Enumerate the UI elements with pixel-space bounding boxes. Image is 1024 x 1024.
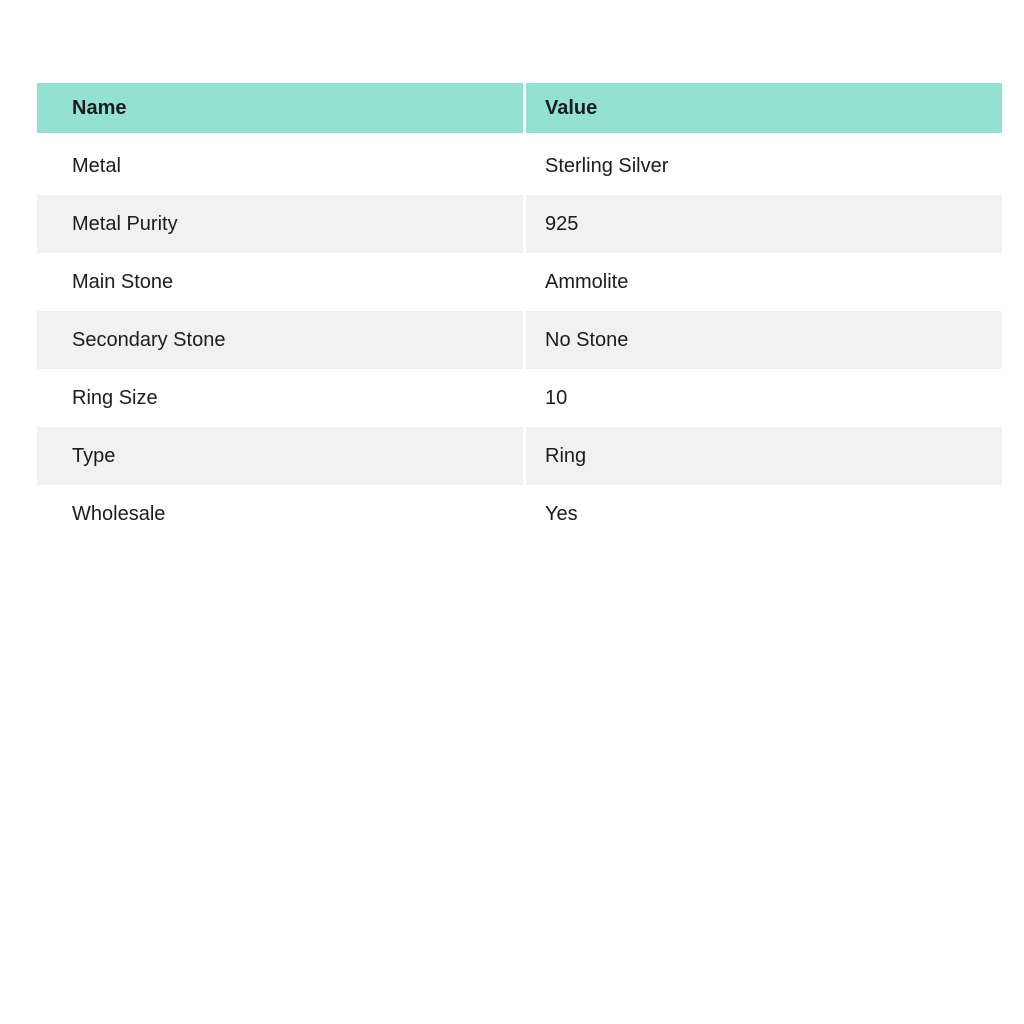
table-row: [37, 137, 1002, 195]
spec-value-cell: Sterling Silver: [545, 154, 669, 177]
table-row: [37, 311, 1002, 369]
spec-name-cell: Metal: [72, 154, 121, 177]
spec-value-cell: Ring: [526, 427, 1002, 485]
spec-name-cell: Main Stone: [72, 270, 174, 293]
spec-value-cell: No Stone: [526, 311, 1002, 369]
table-row: [37, 253, 1002, 311]
spec-name-cell: Metal Purity: [37, 195, 523, 253]
table-header-row: [37, 83, 1002, 133]
table-row: [37, 369, 1002, 427]
table-row: [37, 427, 1002, 485]
spec-name-cell: Type: [37, 427, 523, 485]
spec-name-cell: Wholesale: [72, 502, 166, 525]
spec-value-cell: Ammolite: [545, 270, 629, 293]
table-row: [37, 195, 1002, 253]
table-body: [37, 137, 1002, 543]
table-row: [37, 485, 1002, 543]
column-header-value: Value: [526, 83, 1002, 133]
spec-value-cell: 925: [526, 195, 1002, 253]
spec-name-cell: Secondary Stone: [37, 311, 523, 369]
product-specs-table: [37, 83, 1002, 543]
spec-name-cell: Ring Size: [72, 386, 158, 409]
column-header-name: Name: [37, 83, 523, 133]
spec-value-cell: Yes: [545, 502, 578, 525]
spec-value-cell: 10: [545, 386, 568, 409]
